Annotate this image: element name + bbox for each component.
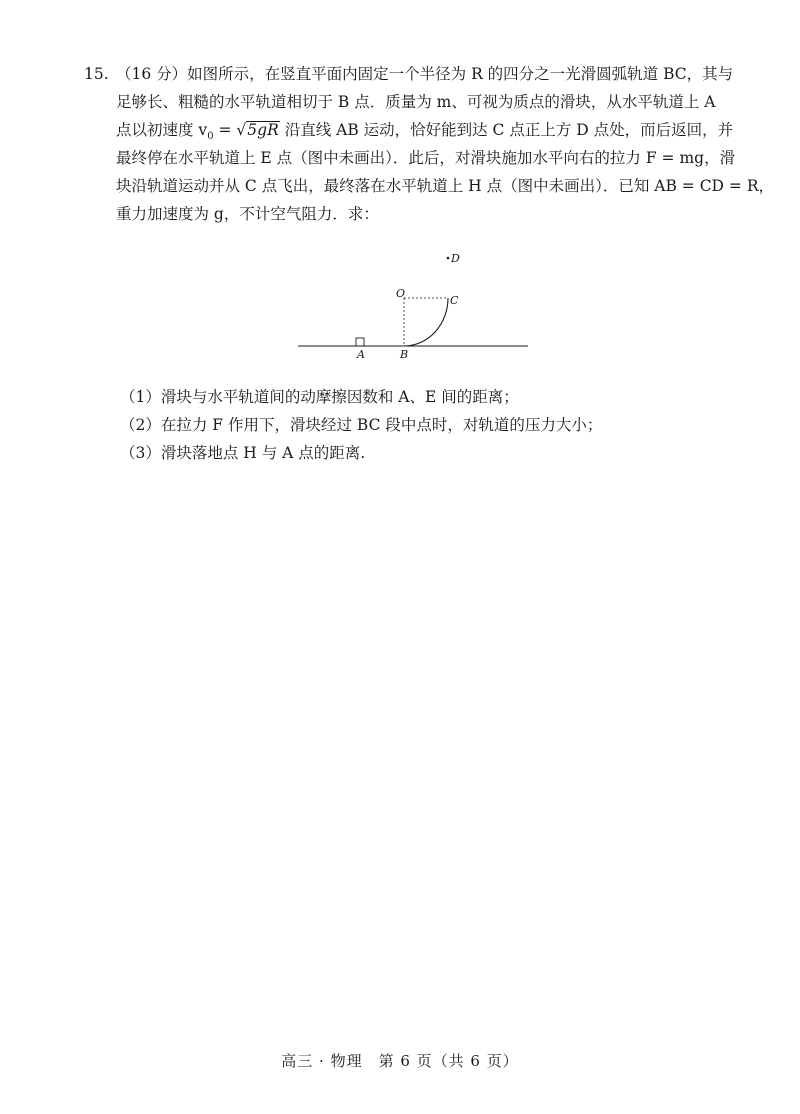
label-d: D: [451, 252, 460, 265]
label-o: O: [396, 287, 406, 300]
question-1: （1）滑块与水平轨道间的动摩擦因数和 A、E 间的距离；: [120, 388, 519, 406]
problem-line-5: 块沿轨道运动并从 C 点飞出，最终落在水平轨道上 H 点（图中未画出）．已知 AB = CD = R，: [116, 177, 774, 195]
page-footer: 高三 · 物理 第 6 页（共 6 页）: [281, 1052, 519, 1070]
label-b: B: [400, 348, 409, 361]
problem-line-4: 最终停在水平轨道上 E 点（图中未画出）．此后，对滑块施加水平向右的拉力 F = mg，滑: [116, 149, 736, 167]
problem-line-3: 点以初速度 $v_0 = √5gR$ 沿直线 AB 运动，恰好能到达 C 点正上方 D 点处，而后返回，并: [116, 121, 734, 143]
question-2: （2）在拉力 F 作用下，滑块经过 BC 段中点时，对轨道的压力大小；: [120, 416, 603, 434]
sqrt-symbol: √: [236, 121, 247, 139]
arc-bc: [404, 298, 448, 346]
problem-number: 15.: [84, 65, 109, 83]
problem-line-1: 15. （16 分）如图所示，在竖直平面内固定一个半径为 R 的四分之一光滑圆弧轨道 BC，其与: [84, 60, 724, 88]
sub-questions: [120, 383, 720, 467]
label-c: C: [450, 294, 459, 307]
track-diagram-svg: [296, 248, 532, 364]
slider-block: [356, 338, 364, 346]
problem-line-6: 重力加速度为 g，不计空气阻力．求：: [116, 205, 379, 223]
point-d: [447, 257, 450, 260]
problem-15: [84, 60, 774, 228]
track-diagram: [296, 248, 532, 364]
label-a: A: [357, 348, 365, 361]
sqrt-radicand: 5gR: [247, 121, 279, 139]
problem-line-2: 足够长、粗糙的水平轨道相切于 B 点．质量为 m、可视为质点的滑块，从水平轨道上 A: [116, 93, 716, 111]
question-3: （3）滑块落地点 H 与 A 点的距离.: [120, 444, 366, 462]
